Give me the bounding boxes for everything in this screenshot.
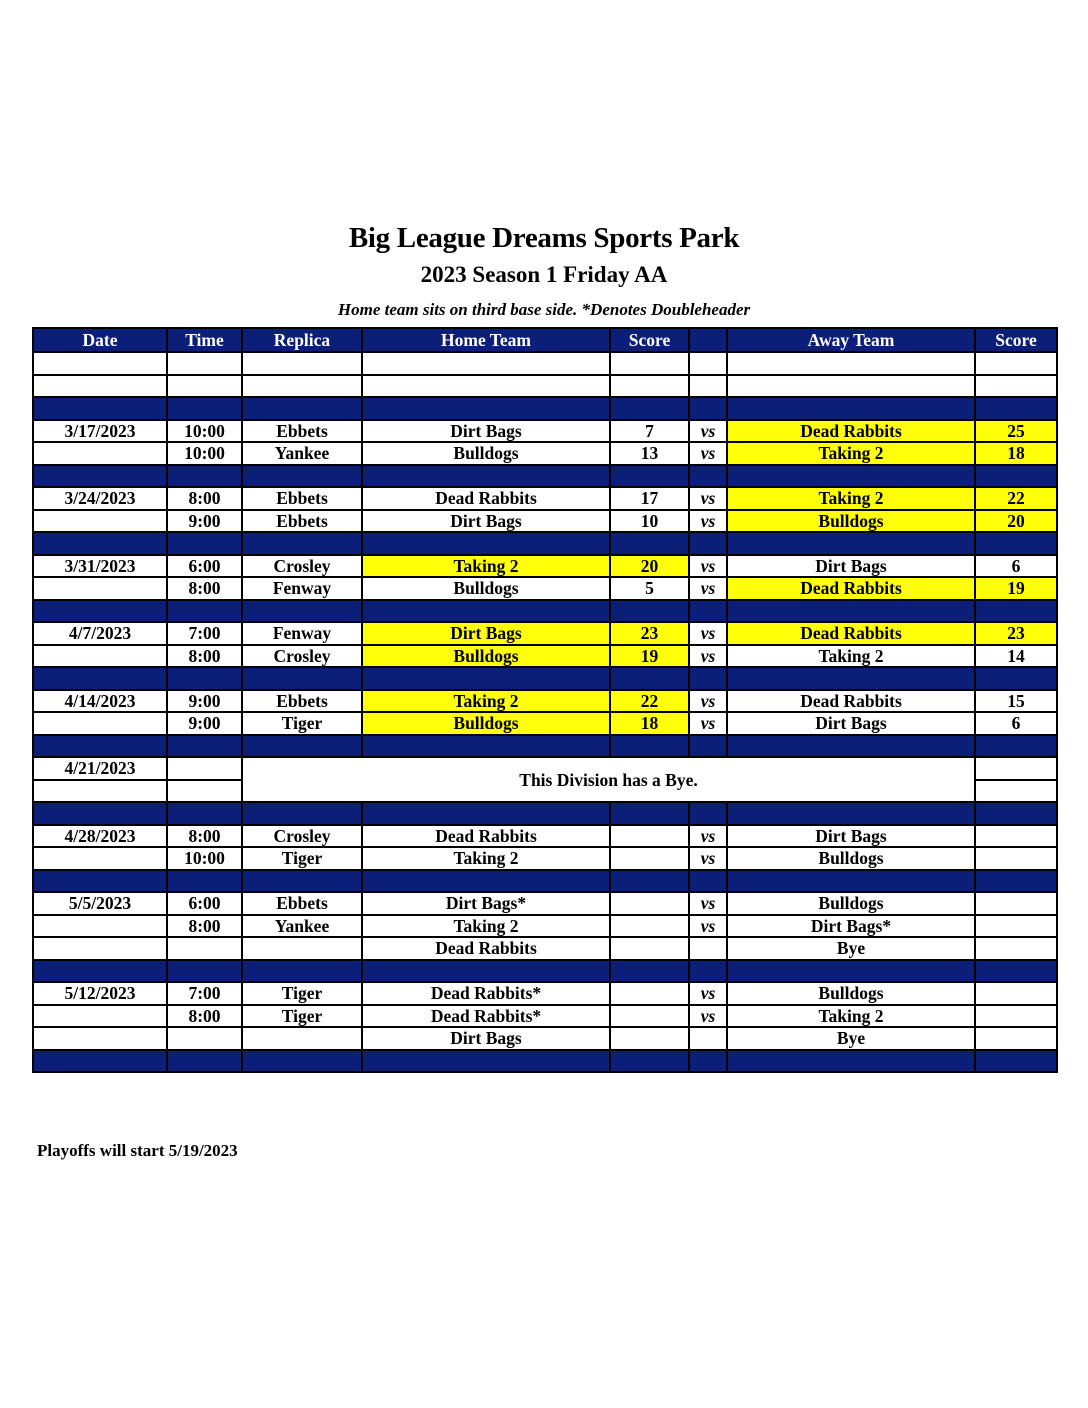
separator-cell — [727, 1050, 975, 1073]
date-cell — [33, 915, 167, 938]
separator-cell — [242, 960, 362, 983]
separator-cell — [610, 600, 689, 623]
separator-cell — [727, 465, 975, 488]
separator-cell — [689, 397, 727, 420]
away-team-cell: Taking 2 — [727, 645, 975, 668]
home-team-cell: Dead Rabbits — [362, 487, 610, 510]
separator-cell — [727, 600, 975, 623]
blank-cell — [242, 375, 362, 398]
blank-cell — [689, 375, 727, 398]
header-row — [33, 328, 1057, 352]
separator-row — [33, 960, 1057, 983]
separator-cell — [975, 960, 1057, 983]
away-score-cell: 25 — [975, 420, 1057, 443]
away-team-cell: Bulldogs — [727, 847, 975, 870]
date-cell — [33, 937, 167, 960]
separator-cell — [242, 532, 362, 555]
game-row — [33, 847, 1057, 870]
vs-cell: vs — [689, 420, 727, 443]
vs-cell: vs — [689, 690, 727, 713]
home-score-cell — [610, 1005, 689, 1028]
game-row — [33, 1005, 1057, 1028]
schedule-table — [32, 327, 1058, 1073]
home-team-cell: Bulldogs — [362, 577, 610, 600]
separator-cell — [727, 960, 975, 983]
away-team-cell: Bulldogs — [727, 982, 975, 1005]
time-cell: 7:00 — [167, 622, 242, 645]
separator-cell — [33, 397, 167, 420]
home-team-cell: Dead Rabbits* — [362, 982, 610, 1005]
replica-cell: Fenway — [242, 622, 362, 645]
away-team-cell: Dead Rabbits — [727, 420, 975, 443]
away-score-cell: 23 — [975, 622, 1057, 645]
home-score-cell: 19 — [610, 645, 689, 668]
separator-cell — [362, 1050, 610, 1073]
separator-cell — [242, 667, 362, 690]
separator-cell — [362, 667, 610, 690]
home-team-cell: Taking 2 — [362, 847, 610, 870]
separator-cell — [610, 397, 689, 420]
blank-cell — [362, 375, 610, 398]
replica-cell: Ebbets — [242, 690, 362, 713]
game-row — [33, 577, 1057, 600]
vs-cell: vs — [689, 555, 727, 578]
separator-cell — [975, 735, 1057, 758]
away-team-cell: Dead Rabbits — [727, 577, 975, 600]
separator-cell — [689, 1050, 727, 1073]
separator-cell — [610, 802, 689, 825]
away-score-cell: 14 — [975, 645, 1057, 668]
away-team-cell: Bulldogs — [727, 510, 975, 533]
separator-cell — [362, 870, 610, 893]
replica-cell: Crosley — [242, 555, 362, 578]
date-cell — [33, 510, 167, 533]
away-score-cell: 15 — [975, 690, 1057, 713]
game-row — [33, 982, 1057, 1005]
separator-cell — [975, 802, 1057, 825]
separator-cell — [167, 667, 242, 690]
away-score-cell — [975, 915, 1057, 938]
date-cell — [33, 1005, 167, 1028]
away-team-cell: Bulldogs — [727, 892, 975, 915]
game-row — [33, 555, 1057, 578]
home-team-cell: Dirt Bags — [362, 1027, 610, 1050]
separator-cell — [33, 532, 167, 555]
separator-cell — [167, 802, 242, 825]
home-score-cell: 7 — [610, 420, 689, 443]
replica-cell: Tiger — [242, 712, 362, 735]
vs-cell — [689, 1027, 727, 1050]
separator-cell — [33, 1050, 167, 1073]
schedule-body — [33, 352, 1057, 1072]
game-row — [33, 420, 1057, 443]
away-score-cell — [975, 1005, 1057, 1028]
separator-cell — [689, 870, 727, 893]
home-team-cell: Dead Rabbits* — [362, 1005, 610, 1028]
col-home-team-header: Home Team — [362, 328, 610, 352]
vs-cell — [689, 937, 727, 960]
vs-cell: vs — [689, 442, 727, 465]
home-score-cell — [610, 825, 689, 848]
replica-cell: Yankee — [242, 915, 362, 938]
away-team-cell: Bye — [727, 937, 975, 960]
separator-row — [33, 600, 1057, 623]
date-cell: 3/24/2023 — [33, 487, 167, 510]
time-cell: 9:00 — [167, 712, 242, 735]
vs-cell: vs — [689, 847, 727, 870]
game-row — [33, 712, 1057, 735]
separator-cell — [242, 1050, 362, 1073]
date-cell — [33, 1027, 167, 1050]
separator-cell — [727, 735, 975, 758]
away-team-cell: Dirt Bags — [727, 555, 975, 578]
bye-message: This Division has a Bye. — [242, 757, 975, 802]
vs-cell: vs — [689, 982, 727, 1005]
time-cell: 8:00 — [167, 1005, 242, 1028]
home-team-cell: Dead Rabbits — [362, 937, 610, 960]
separator-cell — [975, 600, 1057, 623]
separator-row — [33, 465, 1057, 488]
blank-cell — [33, 352, 167, 375]
separator-cell — [33, 802, 167, 825]
replica-cell: Tiger — [242, 847, 362, 870]
time-cell — [167, 780, 242, 803]
separator-cell — [975, 870, 1057, 893]
game-row — [33, 1027, 1057, 1050]
separator-cell — [689, 960, 727, 983]
game-row — [33, 645, 1057, 668]
col-time-header: Time — [167, 328, 242, 352]
col-replica-header: Replica — [242, 328, 362, 352]
away-team-cell: Taking 2 — [727, 487, 975, 510]
date-cell — [33, 780, 167, 803]
bye-row — [33, 757, 1057, 780]
home-score-cell: 20 — [610, 555, 689, 578]
col-vs-header — [689, 328, 727, 352]
separator-cell — [727, 870, 975, 893]
separator-cell — [167, 397, 242, 420]
away-score-cell — [975, 1027, 1057, 1050]
time-cell: 8:00 — [167, 915, 242, 938]
away-team-cell: Dead Rabbits — [727, 622, 975, 645]
separator-cell — [689, 667, 727, 690]
replica-cell — [242, 937, 362, 960]
date-cell — [33, 577, 167, 600]
home-score-cell — [610, 892, 689, 915]
blank-cell — [167, 375, 242, 398]
time-cell: 9:00 — [167, 690, 242, 713]
away-score-cell: 6 — [975, 555, 1057, 578]
separator-cell — [167, 1050, 242, 1073]
separator-cell — [33, 667, 167, 690]
date-cell: 4/28/2023 — [33, 825, 167, 848]
replica-cell: Tiger — [242, 1005, 362, 1028]
blank-cell — [689, 352, 727, 375]
separator-cell — [727, 667, 975, 690]
time-cell: 10:00 — [167, 442, 242, 465]
separator-cell — [167, 465, 242, 488]
away-score-cell: 6 — [975, 712, 1057, 735]
home-score-cell: 5 — [610, 577, 689, 600]
home-score-cell: 22 — [610, 690, 689, 713]
replica-cell: Ebbets — [242, 420, 362, 443]
separator-row — [33, 532, 1057, 555]
separator-cell — [167, 735, 242, 758]
separator-cell — [689, 532, 727, 555]
home-score-cell — [610, 915, 689, 938]
game-row — [33, 937, 1057, 960]
blank-cell — [167, 352, 242, 375]
separator-cell — [242, 802, 362, 825]
vs-cell: vs — [689, 1005, 727, 1028]
game-row — [33, 690, 1057, 713]
separator-cell — [362, 802, 610, 825]
home-score-cell — [610, 1027, 689, 1050]
time-cell: 9:00 — [167, 510, 242, 533]
blank-cell — [975, 352, 1057, 375]
time-cell: 8:00 — [167, 825, 242, 848]
date-cell: 5/12/2023 — [33, 982, 167, 1005]
home-score-cell: 18 — [610, 712, 689, 735]
separator-cell — [362, 532, 610, 555]
separator-cell — [975, 1050, 1057, 1073]
vs-cell: vs — [689, 622, 727, 645]
separator-row — [33, 667, 1057, 690]
replica-cell: Fenway — [242, 577, 362, 600]
away-team-cell: Dirt Bags — [727, 712, 975, 735]
home-score-cell — [610, 937, 689, 960]
separator-cell — [610, 870, 689, 893]
separator-cell — [242, 870, 362, 893]
separator-cell — [975, 667, 1057, 690]
separator-cell — [242, 397, 362, 420]
separator-cell — [610, 465, 689, 488]
home-team-cell: Dead Rabbits — [362, 825, 610, 848]
time-cell — [167, 937, 242, 960]
away-score-cell: 18 — [975, 442, 1057, 465]
game-row — [33, 442, 1057, 465]
time-cell: 8:00 — [167, 487, 242, 510]
vs-cell: vs — [689, 510, 727, 533]
separator-cell — [975, 465, 1057, 488]
date-cell: 4/14/2023 — [33, 690, 167, 713]
blank-cell — [362, 352, 610, 375]
schedule-note: Home team sits on third base side. *Denotes Doubleheader — [337, 300, 751, 319]
separator-cell — [727, 532, 975, 555]
separator-cell — [362, 960, 610, 983]
col-away-score-header: Score — [975, 328, 1057, 352]
away-team-cell: Bye — [727, 1027, 975, 1050]
home-team-cell: Dirt Bags — [362, 510, 610, 533]
date-cell — [33, 442, 167, 465]
away-team-cell: Taking 2 — [727, 1005, 975, 1028]
separator-cell — [362, 397, 610, 420]
separator-cell — [33, 960, 167, 983]
date-cell: 3/17/2023 — [33, 420, 167, 443]
separator-cell — [610, 1050, 689, 1073]
separator-cell — [242, 600, 362, 623]
home-score-cell: 10 — [610, 510, 689, 533]
separator-cell — [610, 735, 689, 758]
away-score-cell — [975, 780, 1057, 803]
separator-cell — [33, 870, 167, 893]
game-row — [33, 510, 1057, 533]
away-score-cell: 19 — [975, 577, 1057, 600]
date-cell: 3/31/2023 — [33, 555, 167, 578]
blank-cell — [975, 375, 1057, 398]
separator-cell — [689, 465, 727, 488]
date-cell: 4/7/2023 — [33, 622, 167, 645]
game-row — [33, 892, 1057, 915]
page-title: Big League Dreams Sports Park — [348, 222, 740, 254]
separator-cell — [167, 960, 242, 983]
separator-cell — [975, 532, 1057, 555]
home-score-cell — [610, 847, 689, 870]
blank-cell — [727, 375, 975, 398]
away-team-cell: Dead Rabbits — [727, 690, 975, 713]
separator-cell — [689, 735, 727, 758]
replica-cell: Yankee — [242, 442, 362, 465]
separator-cell — [610, 960, 689, 983]
date-cell: 5/5/2023 — [33, 892, 167, 915]
blank-cell — [610, 375, 689, 398]
separator-cell — [727, 397, 975, 420]
home-score-cell: 13 — [610, 442, 689, 465]
away-score-cell — [975, 937, 1057, 960]
replica-cell — [242, 1027, 362, 1050]
vs-cell: vs — [689, 577, 727, 600]
away-score-cell — [975, 892, 1057, 915]
away-score-cell — [975, 757, 1057, 780]
vs-cell: vs — [689, 712, 727, 735]
date-cell — [33, 847, 167, 870]
separator-cell — [167, 870, 242, 893]
away-team-cell: Dirt Bags — [727, 825, 975, 848]
replica-cell: Ebbets — [242, 892, 362, 915]
playoffs-note: Playoffs will start 5/19/2023 — [37, 1141, 238, 1160]
vs-cell: vs — [689, 892, 727, 915]
separator-cell — [167, 600, 242, 623]
home-team-cell: Bulldogs — [362, 712, 610, 735]
time-cell: 6:00 — [167, 555, 242, 578]
col-date-header: Date — [33, 328, 167, 352]
home-team-cell: Bulldogs — [362, 645, 610, 668]
date-cell — [33, 712, 167, 735]
home-score-cell — [610, 982, 689, 1005]
blank-cell — [727, 352, 975, 375]
game-row — [33, 622, 1057, 645]
separator-cell — [689, 802, 727, 825]
vs-cell: vs — [689, 915, 727, 938]
time-cell — [167, 757, 242, 780]
separator-row — [33, 397, 1057, 420]
separator-row — [33, 735, 1057, 758]
replica-cell: Crosley — [242, 645, 362, 668]
separator-row — [33, 802, 1057, 825]
time-cell — [167, 1027, 242, 1050]
date-cell — [33, 645, 167, 668]
separator-cell — [610, 532, 689, 555]
time-cell: 7:00 — [167, 982, 242, 1005]
away-score-cell: 22 — [975, 487, 1057, 510]
separator-cell — [362, 465, 610, 488]
separator-cell — [689, 600, 727, 623]
replica-cell: Crosley — [242, 825, 362, 848]
home-team-cell: Dirt Bags* — [362, 892, 610, 915]
away-team-cell: Taking 2 — [727, 442, 975, 465]
blank-cell — [610, 352, 689, 375]
time-cell: 6:00 — [167, 892, 242, 915]
replica-cell: Ebbets — [242, 510, 362, 533]
time-cell: 8:00 — [167, 577, 242, 600]
away-score-cell — [975, 982, 1057, 1005]
away-score-cell: 20 — [975, 510, 1057, 533]
replica-cell: Ebbets — [242, 487, 362, 510]
vs-cell: vs — [689, 645, 727, 668]
separator-cell — [33, 465, 167, 488]
separator-cell — [33, 600, 167, 623]
separator-cell — [167, 532, 242, 555]
home-team-cell: Taking 2 — [362, 555, 610, 578]
blank-cell — [33, 375, 167, 398]
blank-row — [33, 352, 1057, 375]
blank-row — [33, 375, 1057, 398]
home-team-cell: Bulldogs — [362, 442, 610, 465]
vs-cell: vs — [689, 825, 727, 848]
home-score-cell: 23 — [610, 622, 689, 645]
separator-cell — [610, 667, 689, 690]
home-team-cell: Dirt Bags — [362, 622, 610, 645]
time-cell: 10:00 — [167, 420, 242, 443]
separator-cell — [362, 735, 610, 758]
away-score-cell — [975, 825, 1057, 848]
separator-cell — [362, 600, 610, 623]
separator-row — [33, 870, 1057, 893]
vs-cell: vs — [689, 487, 727, 510]
game-row — [33, 487, 1057, 510]
home-team-cell: Taking 2 — [362, 690, 610, 713]
replica-cell: Tiger — [242, 982, 362, 1005]
col-home-score-header: Score — [610, 328, 689, 352]
game-row — [33, 825, 1057, 848]
home-team-cell: Dirt Bags — [362, 420, 610, 443]
game-row — [33, 915, 1057, 938]
home-team-cell: Taking 2 — [362, 915, 610, 938]
separator-cell — [975, 397, 1057, 420]
separator-cell — [242, 735, 362, 758]
home-score-cell: 17 — [610, 487, 689, 510]
date-cell: 4/21/2023 — [33, 757, 167, 780]
separator-cell — [727, 802, 975, 825]
separator-row — [33, 1050, 1057, 1073]
time-cell: 8:00 — [167, 645, 242, 668]
blank-cell — [242, 352, 362, 375]
separator-cell — [242, 465, 362, 488]
away-score-cell — [975, 847, 1057, 870]
away-team-cell: Dirt Bags* — [727, 915, 975, 938]
separator-cell — [33, 735, 167, 758]
time-cell: 10:00 — [167, 847, 242, 870]
col-away-team-header: Away Team — [727, 328, 975, 352]
season-subtitle: 2023 Season 1 Friday AA — [420, 262, 668, 287]
